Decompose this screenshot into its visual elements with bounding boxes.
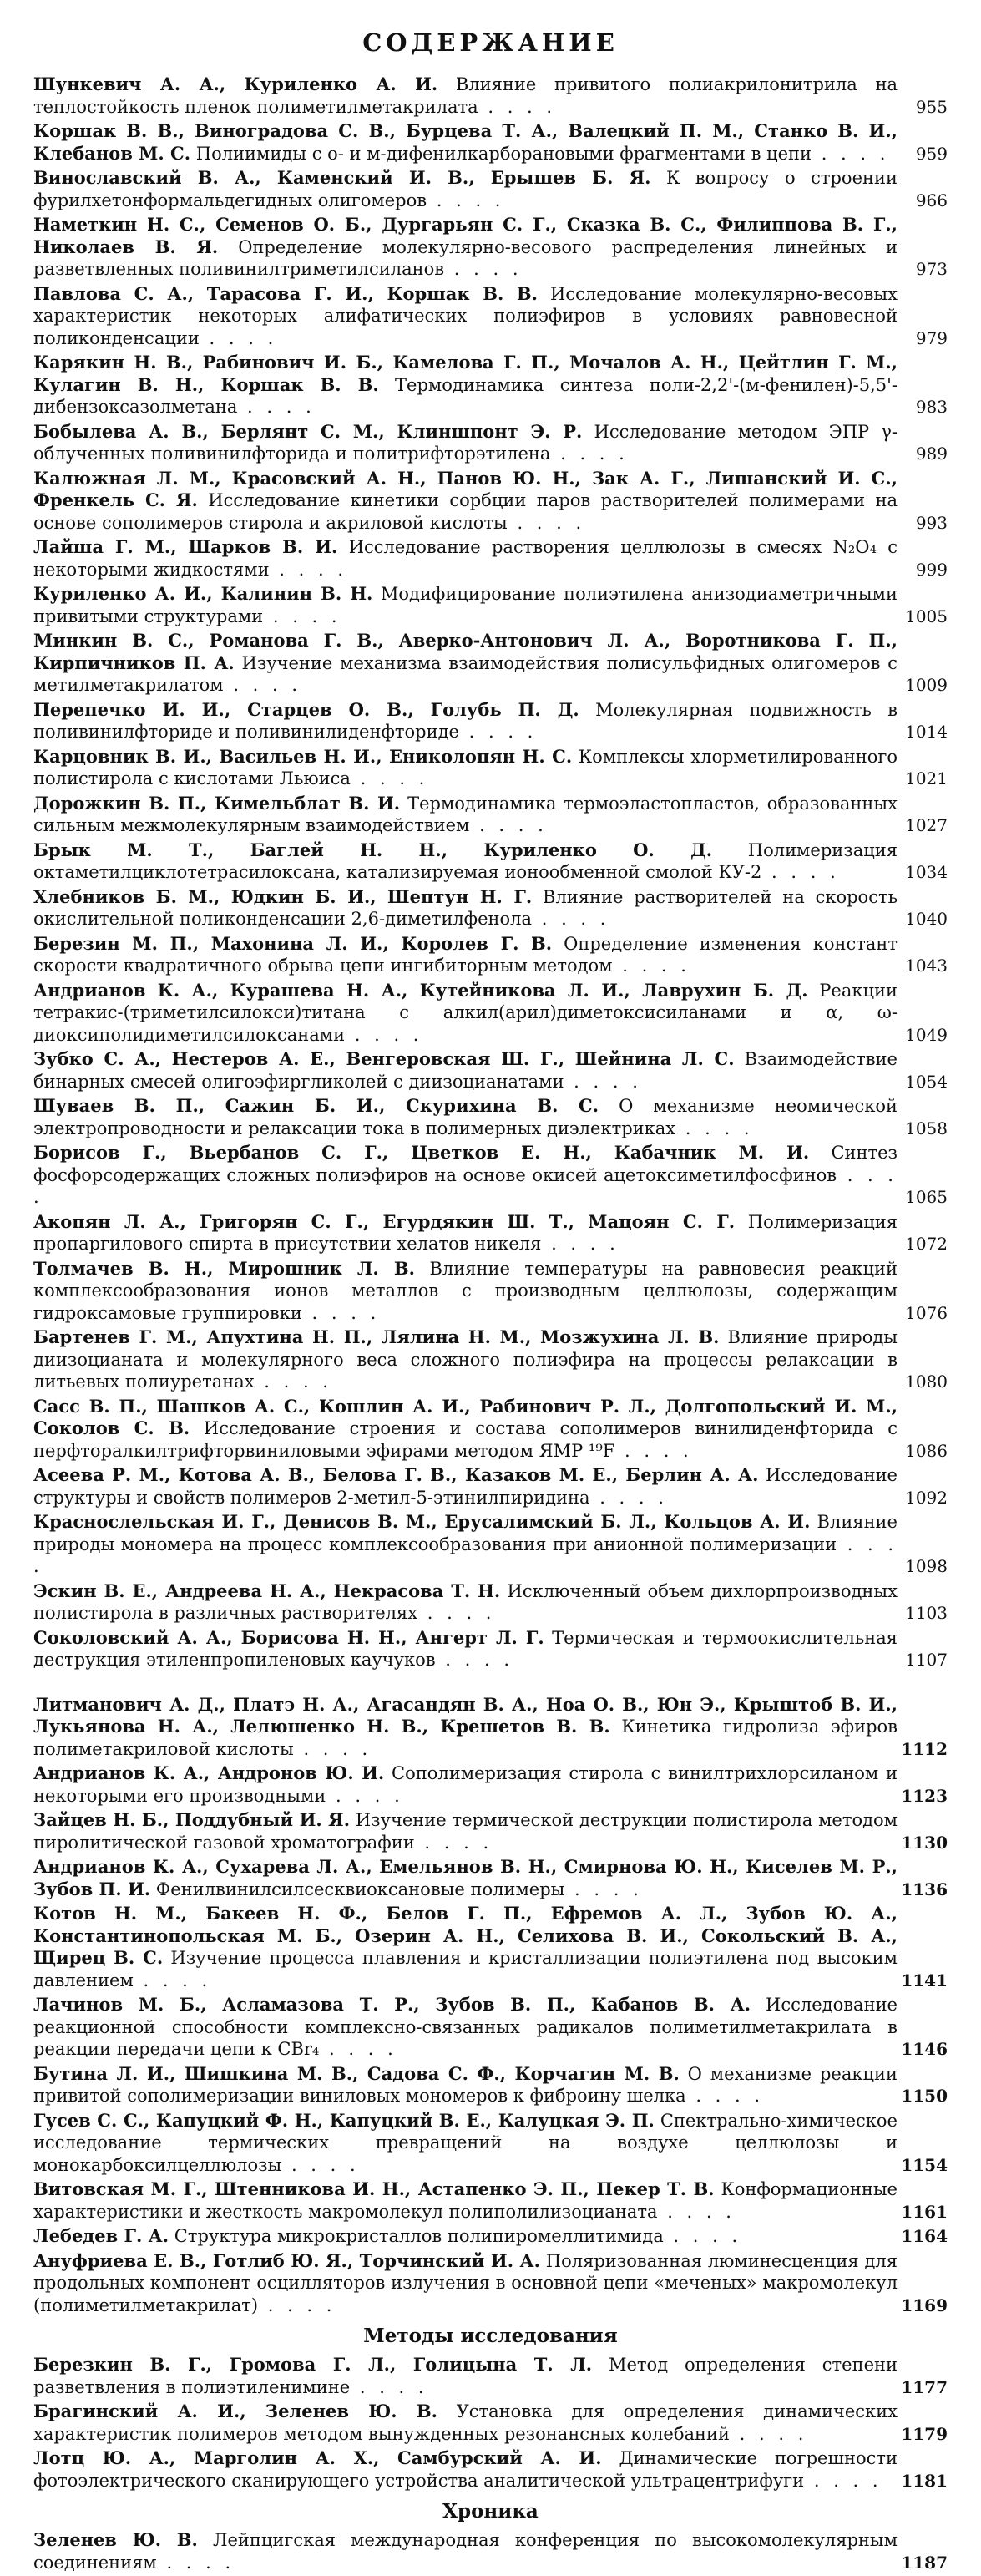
contents-entry — [33, 1627, 948, 1671]
contents-entry — [33, 699, 948, 743]
entry-text — [33, 1326, 898, 1393]
contents-entry — [33, 1994, 948, 2061]
entry-text — [33, 536, 898, 581]
entry-page-number: 1086 — [905, 1440, 948, 1461]
contents-entry — [33, 1580, 948, 1625]
entry-title: Модифицирование полиэтилена анизодиаметричными привитыми структурами — [33, 584, 898, 626]
entry-authors: Шуваев В. П., Сажин Б. И., Скурихина В. С. — [33, 1095, 599, 1116]
entry-authors: Сасс В. П., Шашков А. С., Кошлин А. И., Рабинович Р. Л., Долгопольский И. М., Соколов С. В. — [33, 1395, 898, 1438]
leader-dots: . . . . — [478, 96, 557, 117]
contents-entry — [33, 1694, 948, 1761]
entry-page-number: 1040 — [905, 909, 948, 929]
entry-title: Реакции тетракис-(триметилсилокси)титана с алкил(арил)диметоксисиланами и α, ω-диоксиполидиметилсилоксанами — [33, 980, 898, 1045]
entry-title: Комплексы хлорметилированного полистирола с кислотами Льюиса — [33, 746, 898, 789]
entry-page-number: 1009 — [905, 675, 948, 695]
entry-text — [33, 1580, 898, 1625]
entry-title: Кинетика гидролиза эфиров полиметакриловой кислоты — [33, 1716, 898, 1759]
entry-title: Исследование растворения целлюлозы в смесях N₂O₄ с некоторыми жидкостями — [33, 537, 898, 580]
entry-authors: Ануфриева Е. В., Готлиб Ю. Я., Торчинский И. А. — [33, 2249, 540, 2271]
leader-dots: . . . . — [541, 1234, 619, 1254]
contents-entry — [33, 1095, 948, 1139]
contents-entry — [33, 839, 948, 884]
entry-title: Исследование кинетики сорбции паров растворителей полимерами на основе сополимеров стирола и акриловой кислоты — [33, 490, 898, 533]
contents-entry — [33, 1048, 948, 1093]
entry-text — [33, 1211, 898, 1255]
leader-dots: . . . . — [254, 1372, 332, 1392]
leader-dots: . . . . — [301, 1302, 381, 1323]
entry-authors: Березин М. П., Махонина Л. И., Королев Г. В. — [33, 932, 553, 954]
entry-page-number: 1014 — [905, 722, 948, 742]
entry-title: Влияние растворителей на скорость окислительной поликонденсации 2,6-диметилфенола — [33, 886, 898, 929]
leader-dots: . . . . — [281, 2154, 360, 2175]
entry-page-number: 1187 — [901, 2552, 948, 2573]
entry-text — [33, 2063, 898, 2107]
entry-title: Исследование реакционной способности комплексно-связанных радикалов полиметилметакрилата в реакции передачи цепи к CBr₄ — [33, 1995, 898, 2059]
entry-authors: Брык М. Т., Баглей Н. Н., Куриленко О. Д. — [33, 839, 713, 860]
leader-dots: . . . . — [326, 1785, 404, 1806]
entry-text — [33, 1903, 898, 1991]
entry-text — [33, 2354, 898, 2398]
contents-entry — [33, 468, 948, 535]
leader-dots: . . . . — [269, 559, 347, 580]
leader-dots: . . . . — [564, 1071, 642, 1092]
leader-dots: . . . . — [293, 1738, 372, 1759]
contents-entry — [33, 1762, 948, 1807]
entry-title: Исключенный объем дихлорпроизводных полистирола в различных растворителях — [33, 1580, 898, 1623]
entry-authors: Карцовник В. И., Васильев Н. И., Ениколопян Н. С. — [33, 745, 573, 767]
entry-page-number: 1054 — [905, 1071, 948, 1092]
entry-title: Взаимодействие бинарных смесей олигоэфиргликолей с диизоцианатами — [33, 1049, 898, 1092]
entry-title: Изучение термической деструкции полистирола методом пиролитической газовой хроматографии — [33, 1810, 898, 1853]
entry-title: Лейпцигская международная конференция по высокомолекулярным соединениям — [33, 2530, 898, 2573]
entry-title: Термическая и термоокислительная деструкция этиленпропиленовых каучуков — [33, 1627, 898, 1670]
entry-authors: Борисов Г., Вьербанов С. Г., Цветков Е. Н., Кабачник М. И. — [33, 1142, 810, 1163]
entry-page-number: 1130 — [901, 1832, 948, 1853]
entry-title: Полиимиды с о- и м-дифенилкарборановыми фрагментами в цепи — [195, 143, 812, 164]
entry-title: Сополимеризация стирола с винилтрихлорсиланом и некоторыми его производными — [33, 1763, 898, 1806]
entry-text — [33, 793, 898, 837]
entry-authors: Минкин В. С., Романова Г. В., Аверко-Антонович Л. А., Воротникова Г. П., Кирпичников П. А. — [33, 630, 898, 673]
entry-authors: Андрианов К. А., Курашева Н. А., Кутейникова Л. И., Лаврухин Б. Д. — [33, 979, 808, 1001]
entry-page-number: 1005 — [905, 606, 948, 626]
leader-dots: . . . . — [199, 327, 278, 348]
leader-dots: . . . . — [469, 815, 548, 835]
entry-text — [33, 630, 898, 697]
contents-list-bold-pages — [33, 1694, 948, 2317]
leader-dots: . . . . — [612, 956, 690, 976]
entry-authors: Асеева Р. М., Котова А. В., Белова Г. В., Казаков М. Е., Берлин А. А. — [33, 1464, 759, 1485]
contents-entry — [33, 283, 948, 350]
entry-page-number: 1021 — [905, 768, 948, 789]
contents-entry — [33, 1142, 948, 1209]
spacer — [33, 1674, 948, 1694]
entry-text — [33, 1856, 898, 1900]
entry-page-number: 1141 — [901, 1970, 948, 1990]
entry-title: Установка для определения динамических характеристик полимеров методом вынужденных резонансных колебаний — [33, 2401, 898, 2444]
entry-authors: Брагинский А. И., Зеленев Ю. В. — [33, 2401, 437, 2421]
entry-authors: Бобылева А. В., Берлянт С. М., Клиншпонт Э. Р. — [33, 420, 583, 442]
entry-authors: Лачинов М. Б., Асламазова Т. Р., Зубов В. П., Кабанов В. А. — [33, 1994, 751, 2015]
leader-dots: . . . . — [156, 2552, 235, 2573]
contents-entry — [33, 2354, 948, 2398]
entry-text — [33, 2401, 898, 2445]
entry-title: Полимеризация пропаргилового спирта в присутствии хелатов никеля — [33, 1211, 898, 1254]
entry-page-number: 1107 — [905, 1650, 948, 1670]
entry-authors: Котов Н. М., Бакеев Н. Ф., Белов Г. П., Ефремов А. Л., Зубов Ю. А., Константинопольская М. Б., Озерин А. Н., Селихова В. И., Сокольский В. А., Щирец В. С. — [33, 1903, 898, 1968]
leader-dots: . . . . — [237, 397, 316, 417]
contents-entry — [33, 421, 948, 465]
entry-authors: Хлебников Б. М., Юдкин Б. И., Шептун Н. Г. — [33, 885, 533, 907]
entry-title: Поляризованная люминесценция для продольных компонент осцилляторов излучения в основной цепи «меченых» макромолекул (полиметилметакрилат) — [33, 2250, 898, 2315]
contents-entry — [33, 630, 948, 697]
entry-title: Спектрально-химическое исследование термических превращений на воздухе целлюлозы и монокарбоксилцеллюлозы — [33, 2110, 898, 2175]
entry-title: Изучение механизма взаимодействия полисульфидных олигомеров с метилметакрилатом — [33, 652, 898, 695]
section-heading-chronicle: Хроника — [442, 2500, 539, 2523]
leader-dots: . . . . — [730, 2423, 808, 2444]
entry-text — [33, 1095, 898, 1139]
contents-entry — [33, 793, 948, 837]
entry-page-number: 1080 — [905, 1372, 948, 1392]
leader-dots: . . . . — [458, 722, 538, 742]
leader-dots: . . . . — [761, 862, 840, 882]
entry-page-number: 959 — [915, 143, 948, 164]
entry-page-number: 1169 — [901, 2295, 948, 2315]
contents-entry — [33, 933, 948, 977]
entry-text — [33, 980, 898, 1047]
entry-title: Фенилвинилсилсесквиоксановые полимеры — [155, 1879, 565, 1899]
entry-title: К вопросу о строении фурилхетонформальдегидных олигомеров — [33, 168, 898, 210]
entry-title: Конформационные характеристики и жесткость макромолекул полиполилизоцианата — [33, 2179, 898, 2222]
entry-page-number: 1092 — [905, 1487, 948, 1508]
leader-dots: . . . . — [345, 1024, 423, 1045]
entry-authors: Андрианов К. А., Сухарева Л. А., Емельянов В. Н., Смирнова Ю. Н., Киселев М. Р., Зубов П. И. — [33, 1856, 898, 1899]
entry-authors: Зайцев Н. Б., Поддубный И. Я. — [33, 1809, 351, 1830]
entry-text — [33, 1762, 898, 1807]
entry-title: Исследование структуры и свойств полимеров 2-метил-5-этинилпиридина — [33, 1465, 898, 1508]
entry-text — [33, 421, 898, 465]
entry-text — [33, 1048, 898, 1093]
entry-authors: Бартенев Г. М., Апухтина Н. П., Лялина Н. М., Мозжухина Л. В. — [33, 1326, 720, 1347]
entry-authors: Дорожкин В. П., Кимельблат В. И. — [33, 792, 401, 814]
entry-title: Определение изменения констант скорости квадратичного обрыва цепи ингибиторным методом — [33, 933, 898, 976]
entry-text — [33, 214, 898, 281]
contents-list-methods — [33, 2354, 948, 2492]
entry-authors: Андрианов К. А., Андронов Ю. И. — [33, 1762, 385, 1783]
entry-title: О механизме неомической электропроводности и релаксации тока в полимерных диэлектриках — [33, 1096, 898, 1138]
entry-text — [33, 933, 898, 977]
leader-dots: . . . . — [427, 190, 505, 210]
entry-text — [33, 2250, 898, 2317]
contents-entry — [33, 1211, 948, 1255]
entry-text — [33, 1694, 898, 1761]
entry-authors: Краснослельская И. Г., Денисов В. М., Ерусалимский Б. Л., Кольцов А. И. — [33, 1511, 811, 1532]
contents-entry — [33, 352, 948, 418]
entry-page-number: 1072 — [905, 1234, 948, 1254]
entry-title: О механизме реакции привитой сополимеризации виниловых мономеров к фиброину шелка — [33, 2063, 898, 2106]
leader-dots: . . . . — [350, 2376, 428, 2397]
entry-page-number: 1123 — [901, 1785, 948, 1806]
entry-text — [33, 283, 898, 350]
entry-title: Динамические погрешности фотоэлектрического сканирующего устройства аналитической ультрацентрифуги — [33, 2448, 898, 2491]
entry-title: Метод определения степени разветвления в полиэтиленимине — [33, 2355, 898, 2397]
leader-dots: . . . . — [532, 909, 610, 929]
contents-entry — [33, 1258, 948, 1325]
entry-page-number: 1177 — [901, 2376, 948, 2397]
leader-dots: . . . . — [589, 1487, 668, 1508]
contents-list-main — [33, 74, 948, 1671]
leader-dots: . . . . — [258, 2295, 336, 2315]
entry-title: Исследование молекулярно-весовых характеристик некоторых алифатических полиэфиров в условиях равновесной поликонденсации — [33, 283, 898, 348]
contents-entry — [33, 1809, 948, 1853]
entry-page-number: 1136 — [901, 1879, 948, 1899]
entry-page-number: 1154 — [901, 2154, 948, 2175]
entry-title: Влияние природы мономера на процесс комплексообразования при анионной полимеризации — [33, 1512, 898, 1554]
contents-entry — [33, 886, 948, 931]
leader-dots: . . . . — [804, 2470, 882, 2491]
leader-dots: . . . . — [657, 2201, 736, 2222]
leader-dots: . . . . — [414, 1832, 493, 1853]
entry-page-number: 1027 — [905, 815, 948, 835]
entry-page-number: 1043 — [905, 956, 948, 976]
entry-authors: Березкин В. Г., Громова Г. Л., Голицына Т. Л. — [33, 2354, 593, 2375]
entry-text — [33, 1994, 898, 2061]
contents-entry — [33, 1396, 948, 1463]
entry-page-number: 1049 — [905, 1024, 948, 1045]
entry-title: Изучение процесса плавления и кристаллизации полиэтилена под высоким давлением — [33, 1948, 898, 1990]
entry-text — [33, 1464, 898, 1509]
contents-title: СОДЕРЖАНИЕ — [362, 28, 619, 57]
entry-title: Термодинамика термоэластопластов, образованных сильным межмолекулярным взаимодействием — [33, 793, 898, 835]
entry-title: Определение молекулярно-весового распределения линейных и разветвленных поливинилтриметилсиланов — [33, 236, 898, 279]
entry-page-number: 1164 — [901, 2226, 948, 2246]
entry-text — [33, 886, 898, 931]
contents-entry — [33, 536, 948, 581]
entry-title: Молекулярная подвижность в поливинилфториде и поливинилиденфториде — [33, 699, 898, 742]
entry-authors: Соколовский А. А., Борисова Н. Н., Ангерт Л. Г. — [33, 1626, 544, 1648]
entry-authors: Бутина Л. И., Шишкина М. В., Садова С. Ф., Корчагин М. В. — [33, 2062, 680, 2084]
entry-text — [33, 1396, 898, 1463]
entry-authors: Гусев С. С., Капуцкий Ф. Н., Капуцкий В. Е., Калуцкая Э. П. — [33, 2109, 655, 2131]
entry-authors: Калюжная Л. М., Красовский А. Н., Панов Ю. Н., Зак А. Г., Лишанский И. С., Френкель С. Я. — [33, 467, 898, 510]
entry-text — [33, 746, 898, 790]
entry-authors: Карякин Н. В., Рабинович И. Б., Камелова Г. П., Мочалов А. Н., Цейтлин Г. М., Кулагин В. Н., Коршак В. В. — [33, 352, 898, 395]
entry-title: Влияние температуры на равновесия реакций комплексообразования ионов металлов с производным целлюлозы, содержащим гидроксамовые группировки — [33, 1258, 898, 1323]
entry-authors: Зеленев Ю. В. — [33, 2529, 198, 2550]
entry-page-number: 966 — [915, 190, 948, 210]
entry-authors: Лайша Г. М., Шарков В. И. — [33, 536, 338, 557]
entry-title: Исследование методом ЭПР γ-облученных поливинилфторида и политрифторэтилена — [33, 421, 898, 464]
leader-dots: . . . . — [263, 606, 341, 626]
contents-entry — [33, 1511, 948, 1578]
entry-text — [33, 1258, 898, 1325]
entry-authors: Толмачев В. Н., Мирошник Л. В. — [33, 1257, 415, 1279]
entry-page-number: 1112 — [901, 1738, 948, 1759]
entry-text — [33, 2110, 898, 2177]
contents-entry — [33, 120, 948, 165]
entry-text — [33, 2529, 898, 2573]
entry-text — [33, 2225, 898, 2248]
contents-entry — [33, 1856, 948, 1900]
entry-page-number: 999 — [915, 559, 948, 580]
leader-dots: . . . . — [223, 675, 302, 695]
entry-authors: Куриленко А. И., Калинин В. Н. — [33, 583, 373, 604]
entry-authors: Литманович А. Д., Платэ Н. А., Агасандян В. А., Ноа О. В., Юн Э., Крыштоб В. И., Лукьянова Н. А., Лелюшенко Н. В., Крешетов В. В. — [33, 1693, 898, 1737]
contents-entry — [33, 1464, 948, 1509]
entry-page-number: 1181 — [901, 2470, 948, 2491]
leader-dots: . . . . — [444, 259, 523, 279]
entry-page-number: 1034 — [905, 862, 948, 882]
contents-entry — [33, 2401, 948, 2445]
entry-text — [33, 1142, 898, 1209]
contents-entry — [33, 2063, 948, 2107]
entry-page-number: 1065 — [905, 1187, 948, 1207]
contents-page — [33, 17, 948, 2576]
entry-title: Полимеризация октаметилциклотетрасилоксана, катализируемая ионообменной смолой КУ-2 — [33, 839, 898, 882]
leader-dots: . . . . — [350, 768, 429, 789]
entry-text — [33, 583, 898, 627]
contents-entry — [33, 2225, 948, 2248]
entry-authors: Витовская М. Г., Штенникова И. Н., Астапенко Э. П., Пекер Т. В. — [33, 2178, 715, 2199]
entry-text — [33, 1627, 898, 1671]
contents-entry — [33, 2110, 948, 2177]
entry-text — [33, 2447, 898, 2492]
contents-entry — [33, 2447, 948, 2492]
entry-text — [33, 120, 898, 165]
entry-text — [33, 352, 898, 418]
entry-page-number: 973 — [915, 259, 948, 279]
contents-entry — [33, 2250, 948, 2317]
entry-title: Влияние привитого полиакрилонитрила на теплостойкость пленок полиметилметакрилата — [33, 74, 898, 117]
leader-dots: . . . . — [663, 2226, 742, 2246]
entry-text — [33, 74, 898, 118]
entry-page-number: 1076 — [905, 1302, 948, 1323]
entry-title: Термодинамика синтеза поли-2,2'-(м-фенилен)-5,5'-дибензоксазолметана — [33, 374, 898, 417]
entry-text — [33, 468, 898, 535]
entry-page-number: 1150 — [901, 2086, 948, 2106]
entry-authors: Наметкин Н. С., Семенов О. Б., Дургарьян С. Г., Сказка В. С., Филиппова В. Г., Николаев В. Я. — [33, 214, 898, 257]
entry-authors: Шункевич А. А., Куриленко А. И. — [33, 74, 438, 94]
entry-title: Исследование строения и состава сополимеров винилиденфторида с перфторалкилтрифторвиниловыми эфирами методом ЯМР ¹⁹F — [33, 1418, 898, 1461]
entry-title: Структура микрокристаллов полипиромеллитимида — [174, 2226, 664, 2246]
entry-page-number: 955 — [915, 96, 948, 117]
contents-entry — [33, 74, 948, 118]
entry-authors: Акопян Л. А., Григорян С. Г., Егурдякин Ш. Т., Мацоян С. Г. — [33, 1210, 736, 1232]
entry-authors: Коршак В. В., Виноградова С. В., Бурцева Т. А., Валецкий П. М., Станко В. И., Клебанов М. С. — [33, 120, 898, 164]
entry-page-number: 979 — [915, 327, 948, 348]
leader-dots: . . . . — [675, 1118, 754, 1138]
entry-text — [33, 1511, 898, 1578]
entry-page-number: 1161 — [901, 2201, 948, 2222]
entry-authors: Перепечко И. И., Старцев О. В., Голубь П. Д. — [33, 698, 579, 720]
entry-page-number: 1098 — [905, 1556, 948, 1576]
contents-entry — [33, 2178, 948, 2223]
contents-entry — [33, 746, 948, 790]
leader-dots: . . . . — [319, 2039, 397, 2059]
section-heading-methods: Методы исследования — [363, 2325, 618, 2347]
entry-text — [33, 2178, 898, 2223]
leader-dots: . . . . — [33, 1164, 898, 1207]
leader-dots: . . . . — [435, 1650, 514, 1670]
contents-entry — [33, 980, 948, 1047]
leader-dots: . . . . — [614, 1440, 693, 1461]
leader-dots: . . . . — [417, 1603, 496, 1623]
entry-authors: Винославский В. А., Каменский И. В., Ерышев Б. Я. — [33, 167, 651, 188]
entry-page-number: 983 — [915, 397, 948, 417]
entry-page-number: 1179 — [901, 2423, 948, 2444]
entry-authors: Зубко С. А., Нестеров А. Е., Венгеровская Ш. Г., Шейнина Л. С. — [33, 1048, 735, 1069]
entry-title: Синтез фосфорсодержащих сложных полиэфиров на основе окисей ацетоксиметилфосфинов — [33, 1143, 898, 1185]
entry-page-number: 1058 — [905, 1118, 948, 1138]
contents-entry — [33, 214, 948, 281]
entry-text — [33, 1809, 898, 1853]
leader-dots: . . . . — [133, 1970, 212, 1990]
entry-authors: Лебедев Г. А. — [33, 2225, 169, 2246]
entry-text — [33, 167, 898, 211]
leader-dots: . . . . — [550, 444, 629, 464]
contents-list-chronicle — [33, 2529, 948, 2573]
entry-authors: Павлова С. А., Тарасова Г. И., Коршак В. В. — [33, 282, 538, 304]
entry-page-number: 1146 — [901, 2039, 948, 2059]
leader-dots: . . . . — [685, 2086, 765, 2106]
contents-entry — [33, 583, 948, 627]
leader-dots: . . . . — [507, 512, 586, 533]
entry-page-number: 993 — [915, 512, 948, 533]
contents-entry — [33, 2529, 948, 2573]
leader-dots: . . . . — [812, 143, 890, 164]
entry-authors: Эскин В. Е., Андреева Н. А., Некрасова Т. Н. — [33, 1580, 501, 1601]
contents-entry — [33, 1326, 948, 1393]
entry-text — [33, 699, 898, 743]
entry-page-number: 989 — [915, 444, 948, 464]
entry-page-number: 1103 — [905, 1603, 948, 1623]
leader-dots: . . . . — [564, 1879, 643, 1899]
contents-entry — [33, 1903, 948, 1991]
entry-title: Влияние природы диизоцианата и молекулярного веса сложного полиэфира на процессы релаксации в литьевых полиуретанах — [33, 1327, 898, 1392]
contents-entry — [33, 167, 948, 211]
leader-dots: . . . . — [33, 1534, 898, 1576]
entry-authors: Лотц Ю. А., Марголин А. Х., Самбурский А. И. — [33, 2447, 602, 2468]
entry-text — [33, 839, 898, 884]
